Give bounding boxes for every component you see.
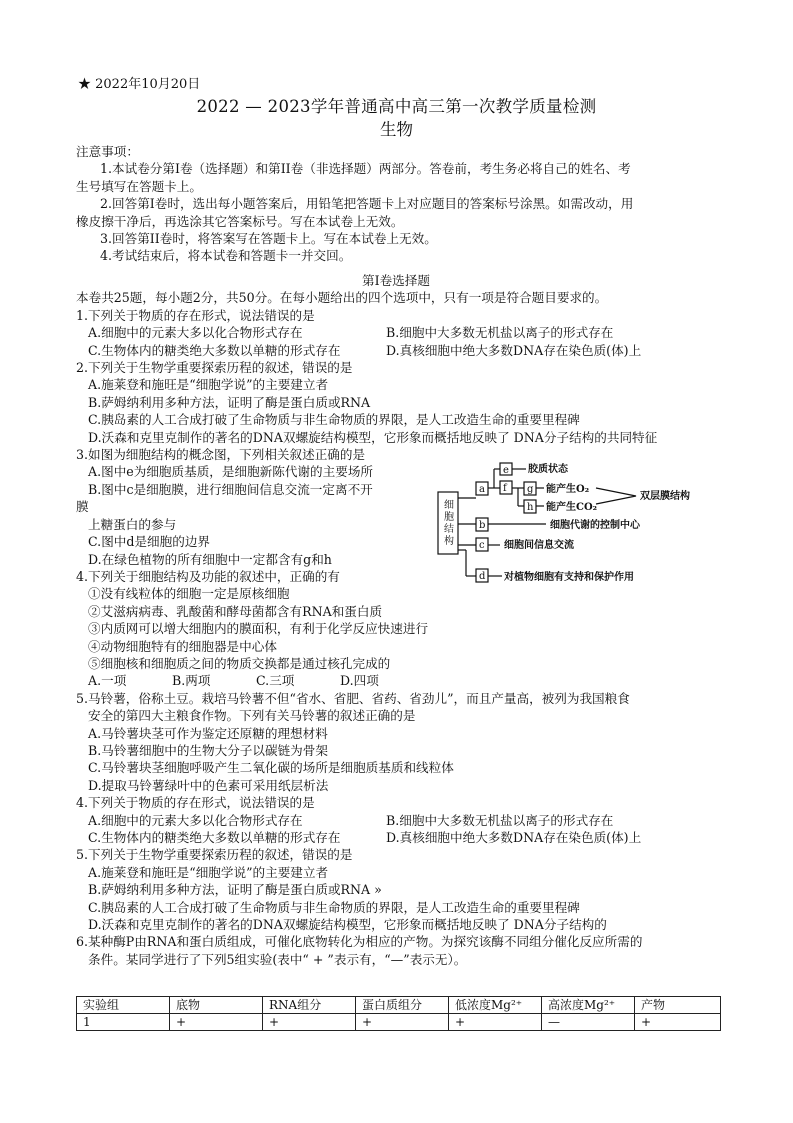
section-intro: 本卷共25题，每小题2分，共50分。在每小题给出的四个选项中，只有一项是符合题目要求的。 <box>76 290 608 306</box>
q5-option-a: A.马铃薯块茎可作为鉴定还原糖的理想材料 <box>88 725 328 741</box>
q1-option-b: B.细胞中大多数无机盐以离子的形式存在 <box>386 325 614 341</box>
note-1a: 1.本试卷分第Ⅰ卷（选择题）和第II卷（非选择题）两部分。答卷前，考生务必将自己的姓名、考 <box>100 161 631 177</box>
q4-option-c: C.三项 <box>256 673 295 689</box>
table-header: RNA组分 <box>263 997 356 1014</box>
q4-statement-2: ②艾滋病病毒、乳酸菌和酵母菌都含有RNA和蛋白质 <box>88 603 383 619</box>
q2-option-d: D.沃森和克里克制作的著名的DNA双螺旋结构模型，它形象而概括地反映了 DNA分子结构的共同特征 <box>88 429 658 445</box>
cell-structure-diagram <box>436 458 726 586</box>
note-3: 3.回答第II卷时，将答案写在答题卡上。写在本试卷上无效。 <box>100 231 437 247</box>
node-a: a <box>479 484 485 495</box>
table-header: 产物 <box>635 997 721 1014</box>
q4b-options-row1 <box>76 812 716 829</box>
q4b-option-c: C.生物体内的糖类绝大多数以单糖的形式存在 <box>88 830 341 845</box>
node-h: h <box>527 502 534 513</box>
q5-stem-1: 5.马铃薯，俗称土豆。栽培马铃薯不但“省水、省肥、省药、省劲儿”，而且产量高，被列为我国粮食 <box>76 690 630 706</box>
q3-option-d: D.在绿色植物的所有细胞中一定都含有g和h <box>88 551 332 567</box>
label-g: 能产生O₂ <box>546 484 590 495</box>
q3-option-b1: B.图中c是细胞膜，进行细胞间信息交流一定离不开 <box>88 481 373 497</box>
questions <box>76 272 716 968</box>
node-d: d <box>479 571 486 582</box>
label-h: 能产生CO₂ <box>546 502 598 513</box>
q4-options <box>76 672 716 689</box>
q2-option-a: A.施莱登和施旺是“细胞学说”的主要建立者 <box>88 377 329 393</box>
note-4: 4.考试结束后，将本试卷和答题卡一并交回。 <box>100 248 352 264</box>
table-cell: + <box>263 1014 356 1031</box>
q4-option-d: D.四项 <box>340 673 379 689</box>
table-header: 高浓度Mg²⁺ <box>542 997 635 1014</box>
section-title: 第Ⅰ卷选择题 <box>362 273 430 288</box>
q5-option-d: D.提取马铃薯绿叶中的色素可采用纸层析法 <box>88 777 329 793</box>
q6-stem-2: 条件。某同学进行了下列5组实验(表中“ + ”表示有，“—”表示无）。 <box>88 951 467 967</box>
q1-options-row1 <box>76 324 716 341</box>
q5-stem-2: 安全的第四大主粮食作物。下列有关马铃薯的叙述正确的是 <box>88 708 416 724</box>
table-header: 实验组 <box>77 997 170 1014</box>
node-f: f <box>503 483 507 494</box>
exam-subject: 生物 <box>380 120 413 139</box>
q3-option-b2: 膜 <box>76 499 89 515</box>
label-b: 细胞代谢的控制中心 <box>550 520 640 531</box>
exam-date: ★ 2022年10月20日 <box>78 77 201 92</box>
q4-stem: 4.下列关于细胞结构及功能的叙述中，正确的有 <box>76 568 340 584</box>
q5b-option-b: B.萨姆纳利用多种方法，证明了酶是蛋白质或RNA » <box>88 882 382 898</box>
q2-option-c: C.胰岛素的人工合成打破了生命物质与非生命物质的界限，是人工改造生命的重要里程碑 <box>88 412 580 428</box>
q5b-option-c: C.胰岛素的人工合成打破了生命物质与非生命物质的界限，是人工改造生命的重要里程碑 <box>88 899 580 915</box>
q4b-options-row2 <box>76 829 716 846</box>
label-d: 对植物细胞有支持和保护作用 <box>504 572 634 583</box>
table-cell: 1 <box>77 1014 170 1031</box>
q2-stem: 2.下列关于生物学重要探索历程的叙述，错误的是 <box>76 360 353 376</box>
table-header: 蛋白质组分 <box>356 997 449 1014</box>
q3-option-c: C.图中d是细胞的边界 <box>88 534 211 550</box>
note-2b: 橡皮擦干净后，再选涂其它答案标号。写在本试卷上无效。 <box>76 213 404 229</box>
q4-option-b: B.两项 <box>172 673 211 689</box>
note-2a: 2.回答第Ⅰ卷时，选出每小题答案后，用铅笔把答题卡上对应题目的答案标号涂黑。如需改动，用 <box>100 196 634 212</box>
label-e: 胶质状态 <box>528 464 568 475</box>
node-g: g <box>527 484 534 495</box>
q4-option-a: A.一项 <box>88 673 127 689</box>
q4b-stem: 4.下列关于物质的存在形式，说法错误的是 <box>76 795 315 811</box>
q5b-option-a: A.施莱登和施旺是“细胞学说”的主要建立者 <box>88 864 329 880</box>
node-c: c <box>479 540 485 551</box>
table-header: 底物 <box>170 997 263 1014</box>
root-char-3: 结 <box>444 524 454 535</box>
q5b-option-d: D.沃森和克里克制作的著名的DNA双螺旋结构模型，它形象而概括地反映了 DNA分子结构的 <box>88 917 607 933</box>
q2-option-b: B.萨姆纳利用多种方法，证明了酶是蛋白质或RNA <box>88 394 371 410</box>
notes-section <box>76 143 716 265</box>
q4-statement-3: ③内质网可以增大细胞内的膜面积，有利于化学反应快速进行 <box>88 621 429 637</box>
q3-stem: 3.如图为细胞结构的概念图，下列相关叙述正确的是 <box>76 447 366 463</box>
q1-option-d: D.真核细胞中绝大多数DNA存在染色质(体)上 <box>386 342 642 358</box>
table-cell: + <box>449 1014 542 1031</box>
root-char-1: 细 <box>444 500 454 511</box>
table-header: 低浓度Mg²⁺ <box>449 997 542 1014</box>
notes-heading: 注意事项： <box>76 144 139 159</box>
root-char-4: 构 <box>444 536 454 547</box>
q3-option-a: A.图中e为细胞质基质，是细胞新陈代谢的主要场所 <box>88 464 374 480</box>
label-gh: 双层膜结构 <box>640 491 690 502</box>
exam-title: 2022 — 2023学年普通高中高三第一次教学质量检测 <box>196 97 597 116</box>
table-cell: + <box>170 1014 263 1031</box>
q4b-option-a: A.细胞中的元素大多以化合物形式存在 <box>88 812 303 828</box>
q5b-stem: 5.下列关于生物学重要探索历程的叙述，错误的是 <box>76 847 353 863</box>
root-char-2: 胞 <box>444 512 454 523</box>
table-cell: + <box>635 1014 721 1031</box>
experiment-table <box>76 996 721 1031</box>
table-cell: — <box>542 1014 635 1031</box>
q4-statement-1: ①没有线粒体的细胞一定是原核细胞 <box>88 586 290 602</box>
q1-option-c: C.生物体内的糖类绝大多数以单糖的形式存在 <box>88 342 341 358</box>
q1-option-a: A.细胞中的元素大多以化合物形式存在 <box>88 325 303 341</box>
table-cell: + <box>356 1014 449 1031</box>
node-b: b <box>479 520 486 531</box>
q4b-option-d: D.真核细胞中绝大多数DNA存在染色质(体)上 <box>386 830 642 845</box>
q3-option-b3: 上糖蛋白的参与 <box>88 516 177 532</box>
node-e: e <box>503 465 509 476</box>
q4b-option-b: B.细胞中大多数无机盐以离子的形式存在 <box>386 812 614 828</box>
q1-options-row2 <box>76 342 716 359</box>
q5-option-b: B.马铃薯细胞中的生物大分子以碳链为骨架 <box>88 742 328 758</box>
q6-stem-1: 6.某种酶P由RNA和蛋白质组成，可催化底物转化为相应的产物。为探究该酶不同组分催化反应所需的 <box>76 934 643 950</box>
q1-stem: 1.下列关于物质的存在形式，说法错误的是 <box>76 307 315 323</box>
table-header-row <box>77 997 721 1014</box>
table-row <box>77 1014 721 1031</box>
q4-statement-4: ④动物细胞特有的细胞器是中心体 <box>88 638 277 654</box>
label-c: 细胞间信息交流 <box>504 540 574 551</box>
q5-option-c: C.马铃薯块茎细胞呼吸产生二氧化碳的场所是细胞质基质和线粒体 <box>88 760 454 776</box>
note-1b: 生号填写在答题卡上。 <box>76 178 202 194</box>
q4-statement-5: ⑤细胞核和细胞质之间的物质交换都是通过核孔完成的 <box>88 655 391 671</box>
